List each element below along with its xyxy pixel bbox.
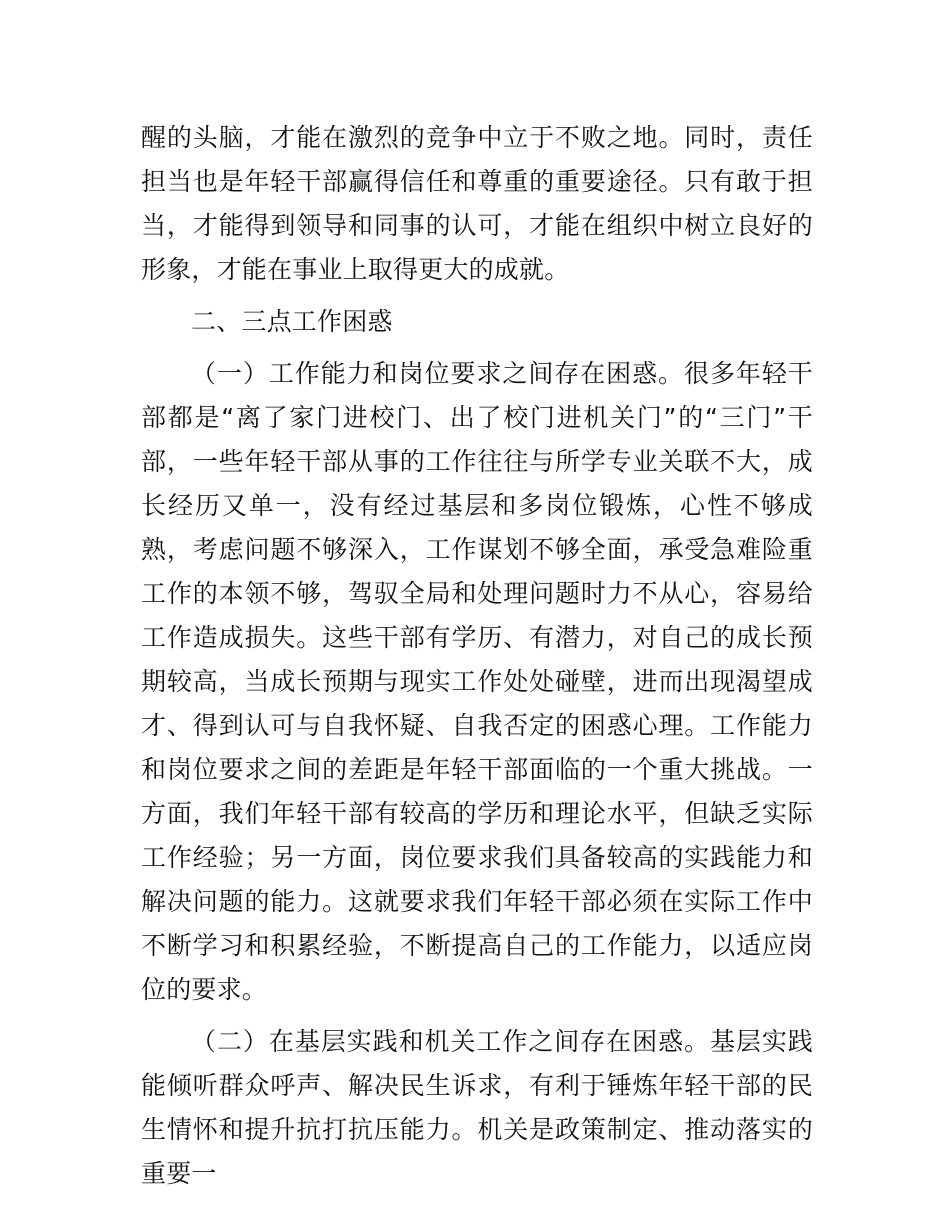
paragraph-confusion-2: （二）在基层实践和机关工作之间存在困惑。基层实践能倾听群众呼声、解决民生诉求，有利于锤炼年轻干部的民生情怀和提升抗打抗压能力。机关是政策制定、推动落实的重要一 bbox=[141, 1027, 813, 1188]
section-heading: 二、三点工作困惑 bbox=[191, 307, 393, 336]
document-body bbox=[141, 116, 813, 1204]
paragraph-confusion-1: （一）工作能力和岗位要求之间存在困惑。很多年轻干部都是“离了家门进校门、出了校门进机关门”的“三门”干部，一些年轻干部从事的工作往往与所学专业关联不大，成长经历又单一，没有经过基层和多岗位锻炼，心性不够成熟，考虑问题不够深入，工作谋划不够全面，承受急难险重工作的本领不够，驾驭全局和处理问题时力不从心，容易给工作造成损失。这些干部有学历、有潜力，对自己的成长预期较高，当成长预期与现实工作处处碰壁，进而出现渴望成才、得到认可与自我怀疑、自我否定的困惑心理。工作能力和岗位要求之间的差距是年轻干部面临的一个重大挑战。一方面，我们年轻干部有较高的学历和理论水平，但缺乏实际工作经验；另一方面，岗位要求我们具备较高的实践能力和解决问题的能力。这就要求我们年轻干部必须在实际工作中不断学习和积累经验，不断提高自己的工作能力，以适应岗位的要求。 bbox=[141, 359, 813, 1004]
paragraph-continuation: 醒的头脑，才能在激烈的竞争中立于不败之地。同时，责任担当也是年轻干部赢得信任和尊重的重要途径。只有敢于担当，才能得到领导和同事的认可，才能在组织中树立良好的形象，才能在事业上取得更大的成就。 bbox=[141, 123, 813, 284]
